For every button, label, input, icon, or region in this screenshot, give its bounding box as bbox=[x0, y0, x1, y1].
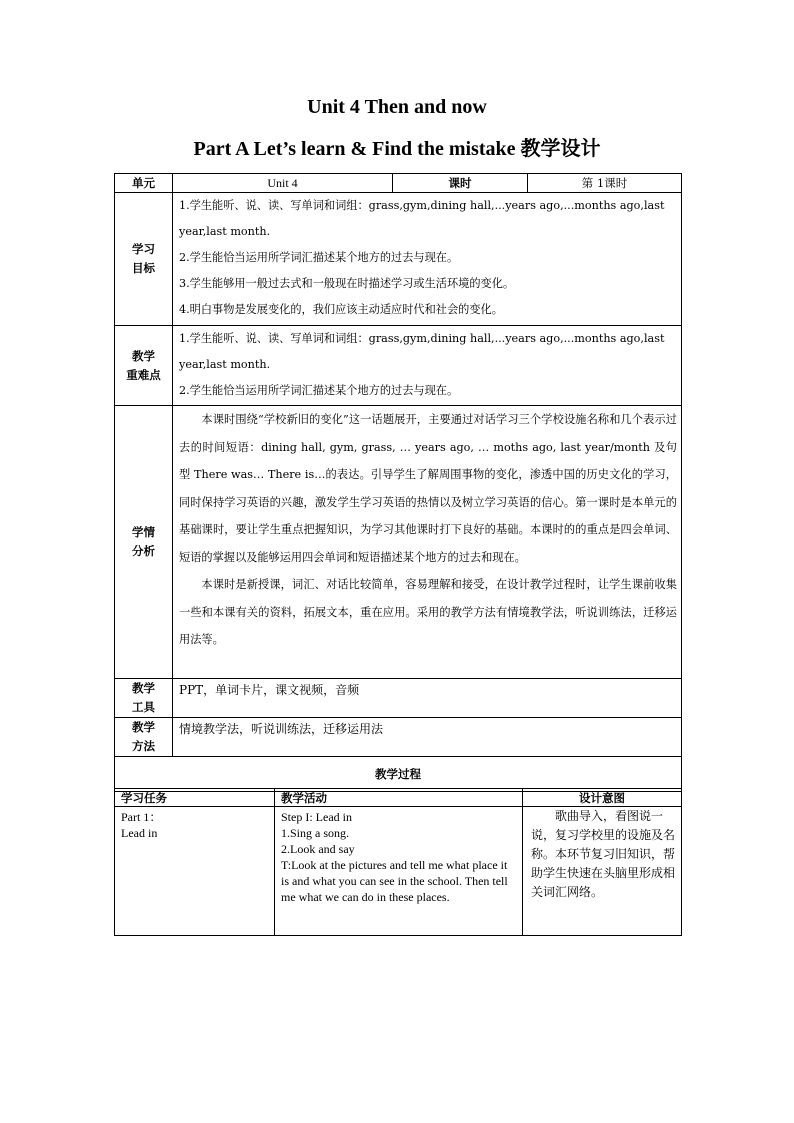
tools-row bbox=[115, 679, 682, 718]
subtitle-english: Part A Let’s learn & Find the mistake bbox=[193, 138, 521, 160]
period-value: 第 1课时 bbox=[528, 174, 682, 193]
tools-label-line1: 教学 bbox=[132, 681, 155, 695]
key-points-row bbox=[115, 326, 682, 406]
document-subtitle bbox=[0, 132, 794, 161]
key-point-item: 1.学生能听、说、读、写单词和词组：grass,gym,dining hall,...years ago,...months ago,last year,last month. bbox=[179, 332, 665, 371]
methods-label bbox=[115, 718, 173, 757]
objectives-label bbox=[115, 193, 173, 326]
key-points-label bbox=[115, 326, 173, 406]
objectives-label-line2: 目标 bbox=[132, 261, 155, 275]
objective-item: 2.学生能恰当运用所学词汇描述某个地方的过去与现在。 bbox=[179, 251, 459, 264]
process-row bbox=[115, 807, 682, 936]
intent-cell bbox=[523, 807, 682, 936]
tools-label-line2: 工具 bbox=[132, 700, 155, 714]
methods-label-line2: 方法 bbox=[132, 739, 155, 753]
activity-line: 1.Sing a song. bbox=[281, 826, 350, 840]
key-point-item: 2.学生能恰当运用所学词汇描述某个地方的过去与现在。 bbox=[179, 384, 459, 397]
tools-label bbox=[115, 679, 173, 718]
methods-row bbox=[115, 718, 682, 757]
analysis-paragraph: 本课时围绕“学校新旧的变化”这一话题展开，主要通过对话学习三个学校设施名称和几个表示过去的时间短语：dining hall, gym, grass, … years ago, … moths ago, last year/month 及句型 There was… There is…的表达。引导学生了解周围事物的变化，渗透中国的历史文化的学习，同时保持学习英语的兴趣，激发学生学习英语的热情以及树立学习英语的信心。第一课时是本单元的基础课时，要让学生重点把握知识，为学习其他课时打下良好的基础。本课时的的重点是四会单词、短语的掌握以及能够运用四会单词和短语描述某个地方的过去和现在。 bbox=[179, 413, 677, 564]
unit-value: Unit 4 bbox=[173, 174, 393, 193]
document-title: Unit 4 Then and now bbox=[307, 96, 487, 118]
objectives-label-line1: 学习 bbox=[132, 242, 155, 256]
lesson-plan-table bbox=[114, 173, 682, 792]
objectives-row bbox=[115, 193, 682, 326]
column-header-intent: 设计意图 bbox=[523, 789, 682, 807]
analysis-label-line1: 学情 bbox=[132, 525, 155, 539]
process-header-row bbox=[115, 789, 682, 807]
key-points-label-line2: 重难点 bbox=[126, 367, 161, 382]
process-section-title: 教学过程 bbox=[115, 757, 682, 792]
objective-item: 1.学生能听、说、读、写单词和词组：grass,gym,dining hall,...years ago,...months ago,last year,last month. bbox=[179, 199, 665, 238]
header-row bbox=[115, 174, 682, 193]
tools-content: PPT，单词卡片，课文视频，音频 bbox=[173, 679, 682, 718]
task-part: Part 1： bbox=[121, 810, 162, 824]
analysis-label-line2: 分析 bbox=[132, 544, 155, 558]
activity-line: T:Look at the pictures and tell me what place it is and what you can see in the school. Then tell me what we can do in these places. bbox=[281, 858, 508, 904]
activity-cell bbox=[275, 807, 523, 936]
unit-label: 单元 bbox=[115, 174, 173, 193]
objective-item: 3.学生能够用一般过去式和一般现在时描述学习或生活环境的变化。 bbox=[179, 277, 515, 290]
process-title-row bbox=[115, 757, 682, 792]
activity-line: 2.Look and say bbox=[281, 842, 355, 856]
task-name: Lead in bbox=[121, 826, 158, 840]
period-label: 课时 bbox=[393, 174, 528, 193]
process-table bbox=[114, 788, 682, 936]
analysis-content bbox=[173, 406, 682, 679]
analysis-paragraph: 本课时是新授课，词汇、对话比较简单，容易理解和接受，在设计教学过程时，让学生课前收集一些和本课有关的资料，拓展文本，重在应用。采用的教学方法有情境教学法，听说训练法，迁移运用法等。 bbox=[179, 578, 677, 646]
objective-item: 4.明白事物是发展变化的，我们应该主动适应时代和社会的变化。 bbox=[179, 303, 503, 316]
key-points-content bbox=[173, 326, 682, 406]
analysis-label bbox=[115, 406, 173, 679]
subtitle-chinese: 教学设计 bbox=[520, 136, 601, 160]
activity-line: Step I: Lead in bbox=[281, 810, 352, 824]
objectives-content bbox=[173, 193, 682, 326]
intent-text: 歌曲导入，看图说一说，复习学校里的设施及名称。本环节复习旧知识，帮助学生快速在头脑里形成相关词汇网络。 bbox=[531, 809, 676, 899]
methods-label-line1: 教学 bbox=[132, 720, 155, 734]
column-header-activity: 教学活动 bbox=[275, 789, 523, 807]
key-points-label-line1: 教学 bbox=[132, 348, 155, 363]
analysis-row bbox=[115, 406, 682, 679]
column-header-task: 学习任务 bbox=[115, 789, 275, 807]
methods-content: 情境教学法，听说训练法，迁移运用法 bbox=[173, 718, 682, 757]
task-cell bbox=[115, 807, 275, 936]
